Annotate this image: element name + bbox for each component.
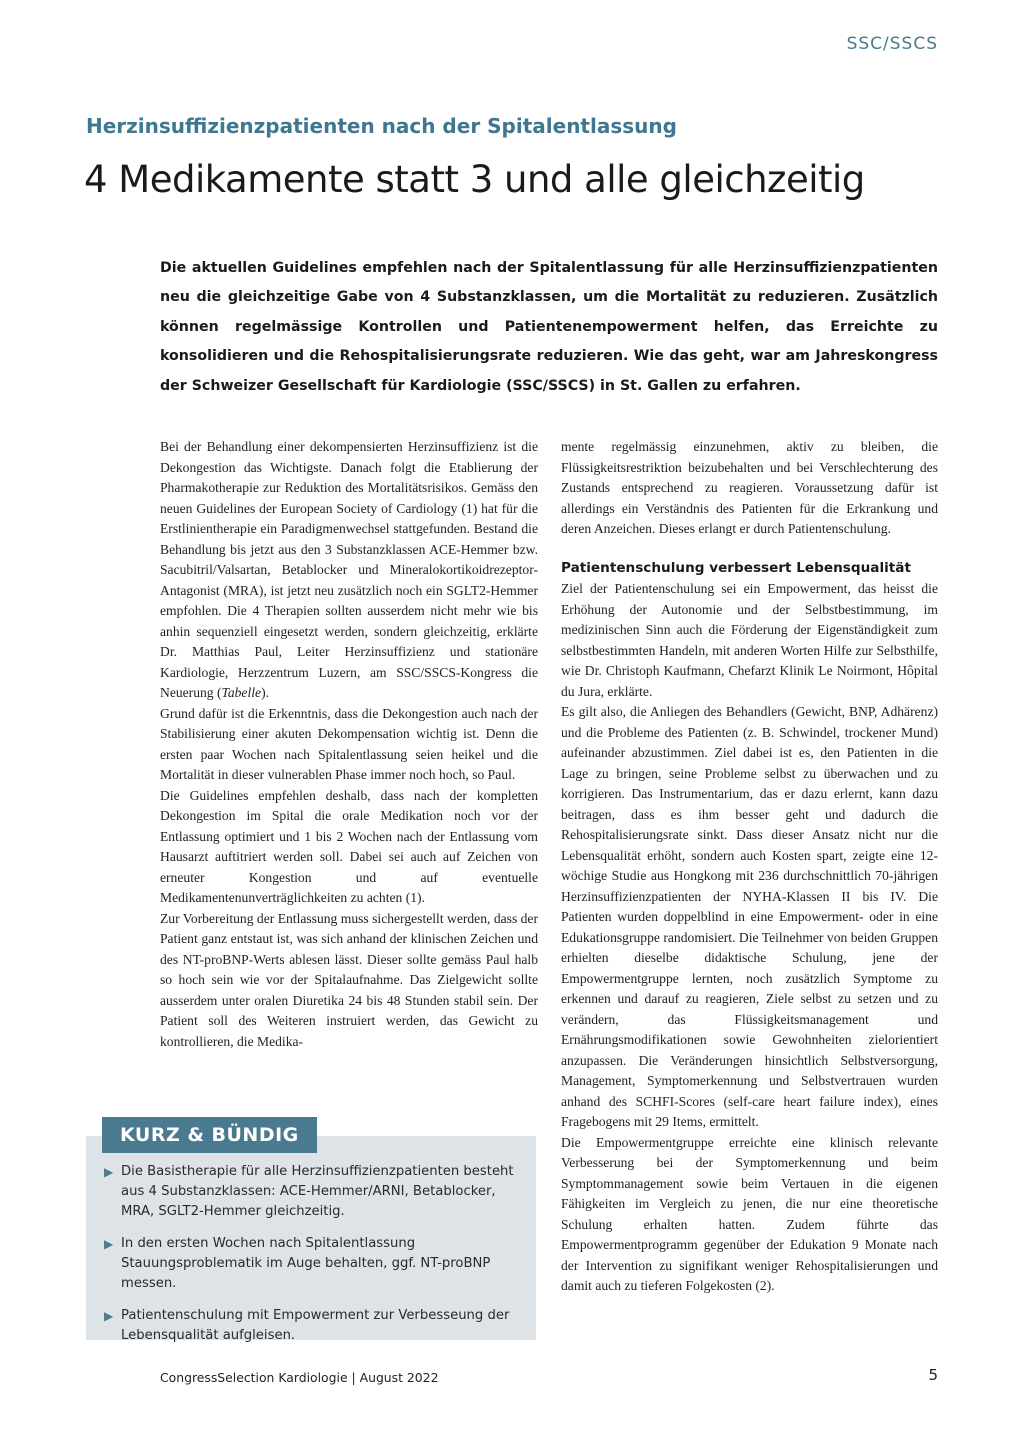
summary-item (104, 1306, 524, 1346)
footer-publication: CongressSelection Kardiologie | August 2022 (160, 1370, 439, 1385)
body-paragraph: Grund dafür ist die Erkenntnis, dass die Dekongestion auch nach der Stabilisierung einer akuten Dekompensation wichtig ist. Denn die ersten paar Wochen nach Spitalentlassung seien heikel und die Mortalität in dieser vulnerablen Phase immer noch hoch, so Paul. (160, 705, 538, 782)
arrow-right-icon: ▶ (104, 1165, 114, 1179)
body-paragraph: mente regelmässig einzunehmen, aktiv zu bleiben, die Flüssigkeitsrestriktion beizubehalten und bei Verschlechterung des Zustands entsprechend zu reagieren. Voraussetzung dafür ist allerdings ein Verständnis des Patienten für die Erkrankung und deren Anzeichen. Dieses erlangt er durch Patientenschulung. (561, 439, 938, 536)
summary-item (104, 1162, 524, 1222)
body-paragraph (160, 437, 538, 704)
summary-item-text: In den ersten Wochen nach Spitalentlassung Stauungsproblematik im Auge behalten, ggf. NT-proBNP messen. (121, 1236, 491, 1291)
body-paragraph: Zur Vorbereitung der Entlassung muss sichergestellt werden, dass der Patient ganz entstaut ist, was sich anhand der klinischen Zeichen und des NT-proBNP-Werts ablesen lässt. Dieser sollte gemäss Paul halb so hoch sein wie vor der Spitalaufnahme. Das Zielgewicht sollte ausserdem unter oralen Diuretika 24 bis 48 Stunden stabil sein. Der Patient soll des Weiteren instruiert werden, das Gewicht zu kontrollieren, die Medika- (160, 910, 538, 1049)
summary-item (104, 1234, 524, 1294)
section-subheading: Patientenschulung verbessert Lebensqualität (561, 559, 911, 576)
page-number: 5 (928, 1366, 938, 1384)
body-paragraph: Die Empowermentgruppe erreichte eine klinisch relevante Verbesserung bei der Symptomerkennung und beim Symptommanagement sowie beim Vertauen in die eigenen Fähigkeiten im Vergleich zu jenen, die nur eine theoretische Schulung erhalten hatten. Zudem führte das Empowermentprogramm gegenüber der Edukation 9 Monate nach der Intervention zu signifikant weniger Rehospitalisierungen und damit auch zu tieferen Folgekosten (2). (561, 1134, 938, 1293)
body-text: ). (261, 685, 269, 700)
summary-item-text: Patientenschulung mit Empowerment zur Verbesseung der Lebensqualität aufgleisen. (121, 1308, 510, 1343)
arrow-right-icon: ▶ (104, 1237, 114, 1251)
section-tag: SSC/SSCS (846, 34, 938, 54)
body-paragraph: Ziel der Patientenschulung sei ein Empowerment, das heisst die Erhöhung der Autonomie und der Selbstbestimmung, im medizinischen Sinn auch die Förderung der Eigenständigkeit zum selbstbestimmten Handeln, mit anderen Worten Hilfe zur Selbsthilfe, wie Dr. Christoph Kaufmann, Chefarzt Klinik Le Noirmont, Hôpital du Jura, erklärte. (561, 581, 938, 699)
article-title: 4 Medikamente statt 3 und alle gleichzeitig (84, 158, 865, 201)
body-paragraph: Die Guidelines empfehlen deshalb, dass nach der kompletten Dekongestion im Spital die orale Medikation noch vor der Entlassung optimiert und 1 bis 2 Wochen nach der Entlassung vom Hausarzt auftitriert werden soll. Dabei sei auch auf Zeichen von erneuter Kongestion und auf eventuelle Medikamentenunverträglichkeiten zu achten (1). (160, 787, 538, 905)
body-paragraph: Es gilt also, die Anliegen des Behandlers (Gewicht, BNP, Adhärenz) und die Probleme des Patienten (z. B. Schwindel, trockener Mund) aufeinander abzustimmen. Ziel dabei ist es, den Patienten in die Lage zu bringen, seine Probleme selbst zu überwachen und zu korrigieren. Das Instrumentarium, das er dazu erlernt, kann dazu beitragen, dass es ihm besser geht und dadurch die Rehospitalisierungsrate sinkt. Dass dieser Ansatz nicht nur die Lebensqualität erhöht, sondern auch Kosten spart, zeigte eine 12-wöchige Studie aus Hongkong mit 236 durchschnittlich 70-jährigen Herzinsuffizienzpatienten der NYHA-Klassen II bis IV. Die Patienten wurden doppelblind in eine Empowerment- oder in eine Edukationsgruppe randomisiert. Die Teilnehmer von beiden Gruppen erhielten dieselbe didaktische Schulung, jene der Empowermentgruppe lernten, noch zusätzlich Symptome zu erkennen und darauf zu reagieren, Ziele selbst zu setzen und zu verändern, das Flüssigkeitsmanagement und Ernährungsmodifikationen sowie Gewohnheiten zielorientiert anzupassen. Die Veränderungen hinsichtlich Selbstversorgung, Management, Symptomerkennung und Selbstvertrauen wurden anhand des SCHFI-Scores (self-care heart failure index), eines Fragebogens mit 29 Items, ermittelt. (561, 704, 938, 1129)
summary-item-text: Die Basistherapie für alle Herzinsuffizienzpatienten besteht aus 4 Substanzklassen: ACE-Hemmer/ARNI, Betablocker, MRA, SGLT2-Hemmer gleichzeitig. (121, 1164, 514, 1219)
summary-box (86, 1136, 536, 1343)
article-lead: Die aktuellen Guidelines empfehlen nach der Spitalentlassung für alle Herzinsuffizienzpatienten neu die gleichzeitige Gabe von 4 Substanzklassen, um die Mortalität zu reduzieren. Zusätzlich können regelmässige Kontrollen und Patientenempowerment helfen, das Erreichte zu konsolidieren und die Rehospitalisierungsrate reduzieren. Wie das geht, war am Jahreskongress der Schweizer Gesellschaft für Kardiologie (SSC/SSCS) in St. Gallen zu erfahren. (160, 260, 938, 394)
summary-box-title: KURZ & BÜNDIG (102, 1117, 317, 1153)
body-text: Bei der Behandlung einer dekompensierten Herzinsuffizienz ist die Dekongestion das Wichtigste. Danach folgt die Etablierung der Pharmakotherapie zur Reduktion des Mortalitätsrisikos. Gemäss den neuen Guidelines der European Society of Cardiology (1) hat für die Erstlinientherapie ein Paradigmenwechsel stattgefunden. Bestand die Behandlung bis jetzt aus den 3 Substanzklassen ACE-Hemmer bzw. Sacubitril/Valsartan, Betablocker und Mineralokortikoidrezeptor-Antagonist (MRA), ist jetzt neu zusätzlich noch ein SGLT2-Hemmer empfohlen. Die 4 Therapien sollten ausserdem nicht mehr wie bis anhin sequenziell eingesetzt werden, sondern gleichzeitig, erklärte Dr. Matthias Paul, Leiter Herzinsuffizienz und stationäre Kardiologie, Herzzentrum Luzern, am SSC/SSCS-Kongress die Neuerung ( (160, 439, 538, 700)
body-column-right (561, 437, 938, 1297)
table-reference: Tabelle (221, 685, 262, 700)
summary-list (86, 1136, 536, 1346)
body-column-left (160, 437, 538, 1052)
arrow-right-icon: ▶ (104, 1309, 114, 1323)
article-kicker: Herzinsuffizienzpatienten nach der Spitalentlassung (86, 114, 677, 138)
